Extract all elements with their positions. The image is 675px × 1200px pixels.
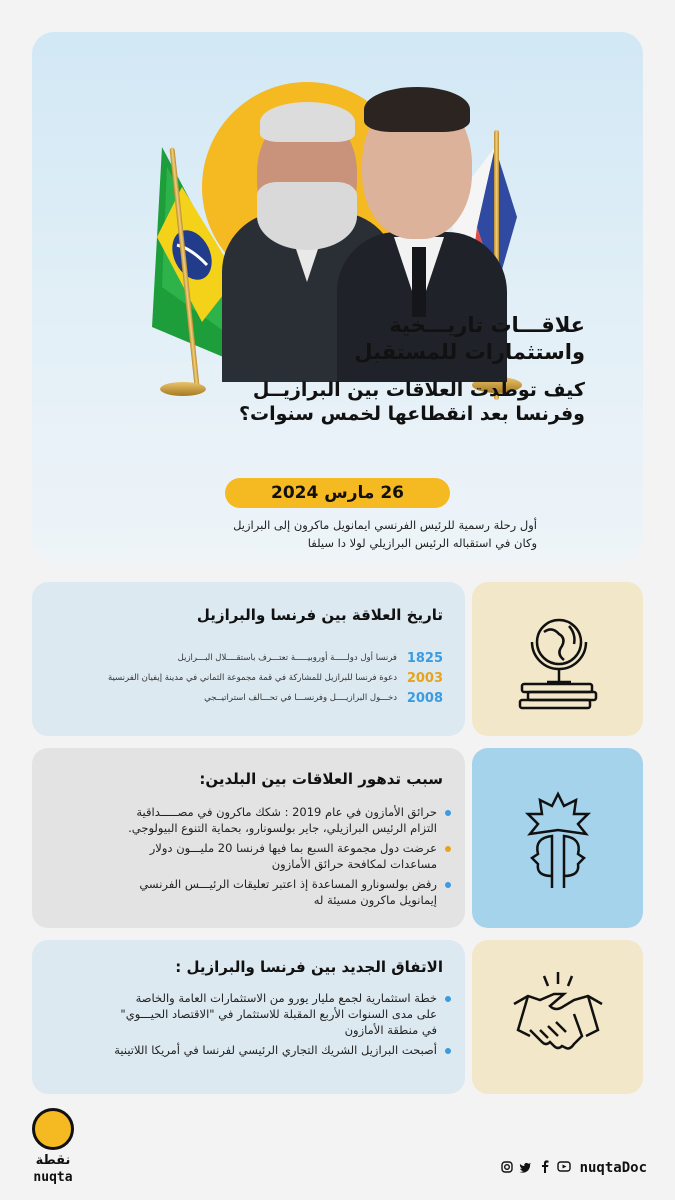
- bullet-line: خطة استثمارية لجمع مليار يورو من الاستثمارات العامة والخاصة: [135, 991, 437, 1005]
- agreement-icon-card: [472, 940, 643, 1094]
- instagram-icon[interactable]: [500, 1161, 514, 1176]
- bullet-dot: [445, 810, 451, 816]
- bullet-line: عرضت دول مجموعة السبع بما فيها فرنسا 20 مليـــون دولار: [149, 841, 437, 855]
- social-handle[interactable]: nuqtaDoc: [579, 1160, 647, 1176]
- history-card: [32, 582, 465, 736]
- globe-books-icon: [514, 604, 604, 714]
- history-year: 2003: [406, 670, 443, 686]
- twitter-icon[interactable]: [519, 1161, 533, 1176]
- intro-line1: أول رحلة رسمية للرئيس الفرنسي ايمانويل ماكرون إلى البرازيل: [233, 518, 537, 532]
- bullet-item: [128, 804, 451, 836]
- bullet-item: [114, 1042, 451, 1058]
- decline-bullets: [128, 804, 451, 912]
- bullet-line: مساعدات لمكافحة حرائق الأمازون: [271, 857, 437, 871]
- conflict-heads-icon: [512, 790, 604, 890]
- logo-circle: [32, 1108, 74, 1150]
- intro-line2: وكان في استقباله الرئيس البرازيلي لولا دا سيلفا: [307, 536, 537, 550]
- decline-card: [32, 748, 465, 928]
- bullet-dot: [445, 996, 451, 1002]
- history-text: دخـــول البرازيــــل وفرنســـا في تحـــالف استراتيــجي: [204, 693, 397, 703]
- agreement-bullets: [114, 990, 451, 1062]
- hero-title-line2: واستثمارات للمستقبل: [354, 340, 585, 364]
- history-text: دعوة فرنسا للبرازيل للمشاركة في قمة مجموعة الثماني في مدينة إيفيان الفرنسية: [107, 673, 397, 683]
- bullet-line: على مدى السنوات الأربع المقبلة للاستثمار في "الاقتصاد الحيـــوي": [120, 1007, 437, 1021]
- bullet-line: إيمانويل ماكرون مسيئة له: [313, 893, 437, 907]
- bullet-dot: [445, 846, 451, 852]
- bullet-dot: [445, 882, 451, 888]
- hero-title-block: [239, 312, 585, 426]
- history-row: [178, 650, 443, 666]
- bullet-item: [114, 990, 451, 1038]
- agreement-title: الاتفاق الجديد بين فرنسا والبرازيل :: [175, 958, 443, 976]
- history-text: فرنسا أول دولـــــة أوروبيـــــة تعتـــرف باستقــــلال البـــرازيل: [177, 653, 397, 663]
- decline-title: سبب تدهور العلاقات بين البلدين:: [199, 770, 443, 788]
- nuqta-logo: [28, 1108, 78, 1190]
- intro-text: [233, 516, 537, 552]
- bullet-line: حرائق الأمازون في عام 2019 : شكك ماكرون في مصـــــداقية: [136, 805, 437, 819]
- history-row: [108, 670, 443, 686]
- agreement-card: [32, 940, 465, 1094]
- bullet-dot: [445, 1048, 451, 1054]
- logo-arabic-text: نقطة: [35, 1153, 71, 1168]
- date-badge: 26 مارس 2024: [225, 478, 450, 508]
- history-year: 1825: [406, 650, 443, 666]
- bullet-line: التزام الرئيس البرازيلي، جاير بولسونارو، بحماية التنوع البيولوجي.: [128, 821, 437, 835]
- handshake-icon: [510, 970, 606, 1060]
- hero-subtitle-line1: كيف توطدت العلاقات بين البرازيــل: [252, 379, 585, 401]
- logo-english-text: nuqta: [33, 1170, 73, 1185]
- youtube-icon[interactable]: [557, 1161, 571, 1175]
- history-icon-card: [472, 582, 643, 736]
- decline-icon-card: [472, 748, 643, 928]
- history-row: [204, 690, 443, 706]
- bullet-item: [128, 840, 451, 872]
- bullet-line: رفض بولسونارو المساعدة إذ اعتبر تعليقات الرئيـــس الفرنسي: [139, 877, 437, 891]
- bullet-item: [128, 876, 451, 908]
- facebook-icon[interactable]: [538, 1160, 552, 1176]
- hero-title-line1: علاقـــات تاريـــخية: [389, 313, 585, 337]
- history-year: 2008: [406, 690, 443, 706]
- hero-subtitle-line2: وفرنسا بعد انقطاعها لخمس سنوات؟: [239, 403, 585, 425]
- bullet-line: أصبحت البرازيل الشريك التجاري الرئيسي لفرنسا في أمريكا اللاتينية: [114, 1043, 437, 1057]
- history-title: تاريخ العلاقة بين فرنسا والبرازيل: [196, 606, 443, 624]
- bullet-line: في منطقة الأمازون: [344, 1023, 437, 1037]
- social-links: [500, 1160, 647, 1176]
